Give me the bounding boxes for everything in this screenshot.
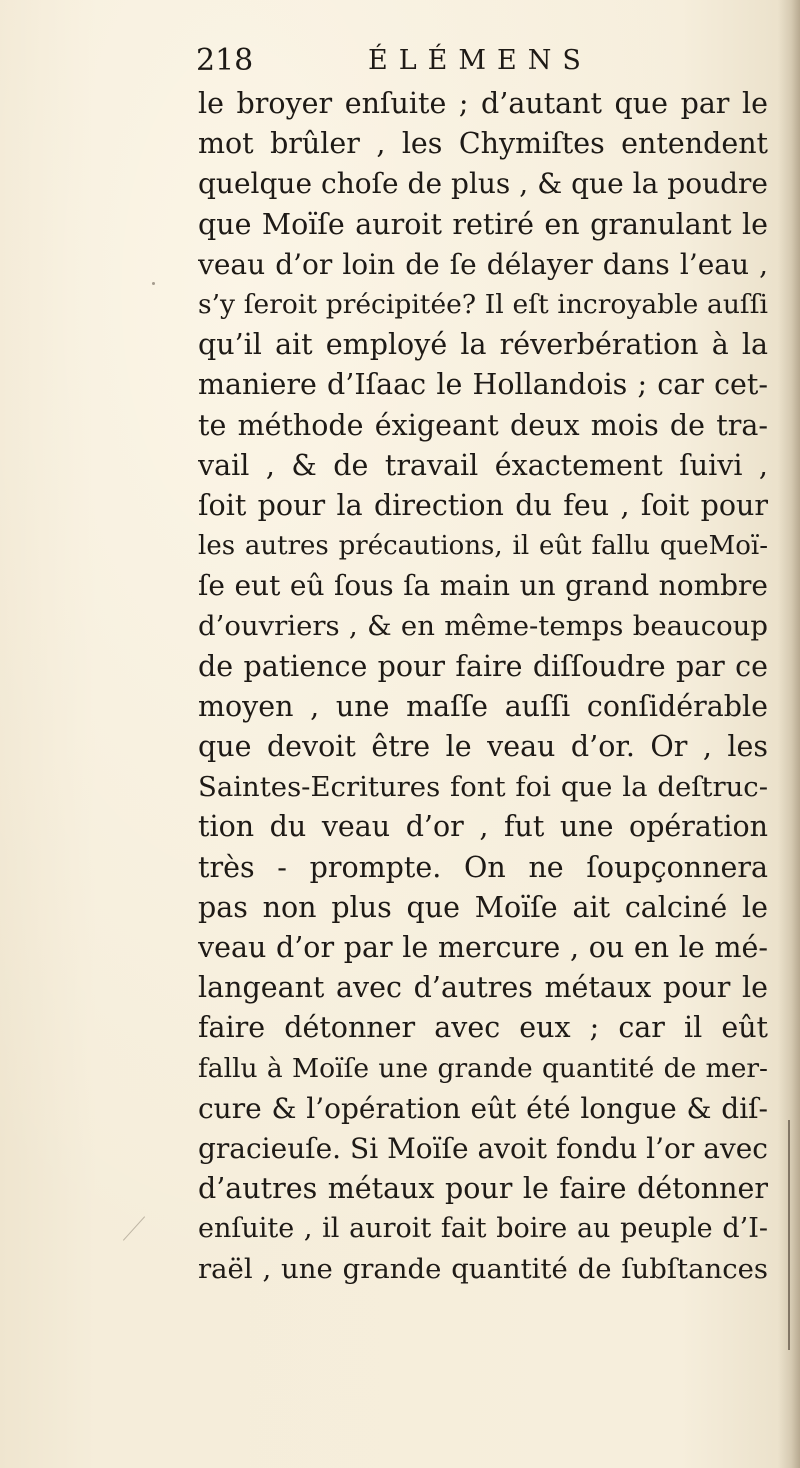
text-line: mot brûler , les Chymiſtes entendent [198, 127, 768, 161]
text-line: ſe eut eû ſous ſa main un grand nombre [198, 569, 768, 603]
text-line: maniere d’Iſaac le Hollandois ; car cet- [198, 368, 768, 402]
text-line: que Moïſe auroit retiré en granulant le [198, 207, 768, 241]
text-line: que devoit être le veau d’or. Or , les [198, 730, 768, 763]
text-line: ſoit pour la direction du feu , ſoit pour [198, 488, 768, 522]
pencil-mark [123, 1216, 145, 1240]
text-line: langeant avec d’autres métaux pour le [198, 971, 768, 1005]
text-line: faire détonner avec eux ; car il eût [198, 1011, 768, 1045]
text-line: veau d’or par le mercure , ou en le mé- [198, 930, 768, 964]
page-number: 218 [196, 43, 254, 78]
text-line: qu’il ait employé la réverbération à la [198, 328, 768, 362]
running-title: ÉLÉMENS [368, 45, 592, 76]
text-line: gracieuſe. Si Moïſe avoit fondu l’or avec [198, 1131, 768, 1165]
text-line: raël , une grande quantité de ſubſtances [198, 1253, 768, 1286]
text-line: Saintes-Ecritures font foi que la deſtruc- [198, 771, 768, 804]
text-line: tion du veau d’or , fut une opération [198, 810, 768, 844]
text-line: pas non plus que Moïſe ait calciné le [198, 890, 768, 924]
page-edge-line [788, 1120, 790, 1350]
text-line: d’autres métaux pour le faire détonner [198, 1172, 768, 1206]
page-header [196, 40, 636, 82]
text-line: s’y ſeroit précipitée? Il eſt incroyable auſſi [198, 288, 768, 320]
text-line: cure & l’opération eût été longue & diſ- [198, 1091, 768, 1125]
text-line: fallu à Moïſe une grande quantité de mer- [198, 1052, 768, 1084]
text-line: quelque choſe de plus , & que la poudre [198, 167, 768, 201]
text-line: les autres précautions, il eût fallu queMoï- [198, 531, 768, 562]
text-line: d’ouvriers , & en même-temps beaucoup [198, 610, 768, 643]
text-line: veau d’or loin de ſe délayer dans l’eau , [198, 247, 768, 281]
text-line: de patience pour faire diſſoudre par ce [198, 649, 768, 683]
body-text [198, 84, 768, 1290]
text-line: vail , & de travail éxactement ſuivi , [198, 448, 768, 482]
text-line: très - prompte. On ne ſoupçonnera [198, 850, 768, 884]
ink-speck [152, 282, 155, 285]
text-line: te méthode éxigeant deux mois de tra- [198, 408, 768, 442]
text-line: enſuite , il auroit fait boire au peuple d’I- [198, 1213, 768, 1245]
text-line: moyen , une maſſe auſſi conſidérable [198, 689, 768, 723]
text-line: le broyer enſuite ; d’autant que par le [198, 87, 768, 120]
